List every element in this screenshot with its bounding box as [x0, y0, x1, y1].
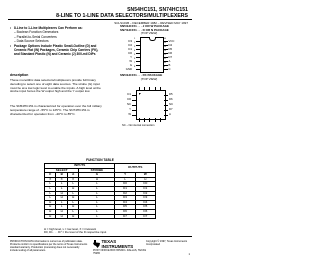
table-cell: D6 — [135, 209, 155, 214]
fk-pin-stub — [160, 118, 161, 122]
dip-pin-label: G — [129, 62, 132, 67]
dip-pin-label: D2 — [128, 42, 132, 47]
dip-pin-number: 16 — [163, 38, 166, 41]
table-cell: L — [45, 196, 56, 201]
table-cell: D1 — [135, 186, 155, 191]
company-name-line2: INSTRUMENTS — [101, 243, 134, 249]
fk-package-title: SN54HC151 . . . FK PACKAGE — [120, 73, 163, 77]
table-cell: L — [115, 177, 135, 182]
copyright-notice: Copyright © 1997, Texas Instruments Incorporated — [146, 240, 188, 246]
dip-pin-number: 5 — [134, 54, 136, 57]
table-cell: L — [67, 200, 78, 205]
table-cell: L — [79, 191, 115, 196]
table-cell: D3 — [135, 196, 155, 201]
fk-pin-stub — [144, 87, 145, 91]
footer-rule — [8, 236, 192, 237]
fk-pin-line — [164, 95, 168, 96]
dip-pin-number: 6 — [134, 58, 136, 61]
table-cell: H — [67, 186, 78, 191]
fk-pin-label: D6 — [169, 97, 173, 101]
fk-pin-stub — [155, 87, 156, 91]
company-name-line1: TEXAS — [101, 239, 117, 244]
fk-pin-line — [164, 105, 168, 106]
dip-package-title-2: SN74HC151 . . . D OR N PACKAGE — [120, 27, 169, 32]
table-cell: H — [79, 177, 115, 182]
table-cell: H — [67, 196, 78, 201]
fk-pin-line — [164, 115, 168, 116]
feature-subitem: – Parallel-to-Serial Converters — [14, 34, 57, 39]
feature-item: • Package Options Include Plastic Small-Outline (D) and Ceramic Flat (W) Packages, Ceramic Chip Carriers (FK), and Standard Plastic (N) and Ceramic (J) 300-mil DIPs — [10, 43, 99, 57]
function-table — [44, 158, 156, 219]
dip-pin-number: 3 — [134, 46, 136, 49]
column-header: A — [67, 173, 78, 178]
dip-pin-number: 12 — [163, 54, 166, 57]
fk-pin-label: Y — [129, 107, 131, 111]
fk-pin-line — [164, 100, 168, 101]
dip-pin-number: 7 — [134, 62, 136, 65]
column-header: B — [56, 173, 67, 178]
table-cell: D3 — [115, 196, 135, 201]
dip-pin-number: 15 — [163, 42, 166, 45]
table-cell: D4 — [115, 200, 135, 205]
fk-pin-stub — [144, 118, 145, 122]
table-cell: L — [45, 191, 56, 196]
table-cell: L — [45, 186, 56, 191]
table-cell: L — [67, 209, 78, 214]
function-table-footnote-text: H = high level, L = low level, X = irrelevant D0, D1 . . . D7 = the level of the D respective input — [44, 227, 107, 235]
fk-pin-line — [132, 115, 136, 116]
table-cell: L — [56, 186, 67, 191]
description-paragraph: The SN54HC151 is characterized for operation over the full military temperature range of –55°C to 125°C. The SN74HC151 is characterized for operation from –40°C to 85°C. — [10, 104, 102, 116]
table-cell: D2 — [135, 191, 155, 196]
fk-pin-stub — [149, 118, 150, 122]
dip-pin-line — [136, 49, 140, 50]
outputs-group-header: OUTPUTS — [115, 164, 156, 173]
dip-pin-number: 8 — [134, 66, 136, 69]
fk-pin-line — [132, 105, 136, 106]
function-table-title: FUNCTION TABLE — [86, 158, 114, 162]
dip-pin-line — [164, 69, 168, 70]
dip-pin-line — [136, 65, 140, 66]
table-cell: D6 — [115, 209, 135, 214]
dip-pin-number: 2 — [134, 42, 136, 45]
table-cell: L — [79, 182, 115, 187]
feature-subitem: – Boolean Function Generators — [14, 30, 59, 35]
dip-pin-label: D0 — [128, 50, 132, 55]
table-cell: L — [79, 186, 115, 191]
fk-view-label: (TOP VIEW) — [140, 76, 158, 81]
table-cell: D5 — [115, 205, 135, 210]
dip-pin-number: 10 — [163, 62, 166, 65]
dip-pin-label: W — [129, 58, 132, 63]
table-cell: D7 — [135, 214, 155, 219]
table-cell: X — [67, 177, 78, 182]
dip-pin-number: 1 — [134, 38, 136, 41]
table-cell: D4 — [135, 200, 155, 205]
table-cell: D7 — [115, 214, 135, 219]
fk-pin-label: D0 — [127, 97, 131, 101]
fk-pin-stub — [139, 118, 140, 122]
table-cell: L — [79, 205, 115, 210]
dip-pin-number: 13 — [163, 50, 166, 53]
table-cell: H — [45, 205, 56, 210]
fk-pin-label: D5 — [169, 92, 173, 96]
fk-pin-line — [132, 110, 136, 111]
table-cell: L — [67, 182, 78, 187]
table-cell: H — [67, 205, 78, 210]
table-cell: X — [56, 177, 67, 182]
table-cell: D1 — [115, 186, 135, 191]
column-header: Y — [115, 173, 135, 178]
texas-state-icon — [93, 240, 100, 248]
feature-list — [10, 26, 102, 57]
dip-pin-line — [136, 57, 140, 58]
strobe-header: STROBE — [79, 168, 115, 173]
fk-package-diagram — [136, 90, 166, 120]
table-cell: H — [56, 209, 67, 214]
document-id: SCLS101B – DECEMBER 1982 – REVISED MAY 1997 — [114, 21, 188, 25]
column-header: G — [79, 173, 115, 178]
select-header: SELECT — [45, 168, 79, 173]
column-header: W — [135, 173, 155, 178]
part-numbers: SN54HC151, SN74HC151 — [127, 7, 188, 13]
dip-pin-line — [136, 61, 140, 62]
function-table-footnote — [44, 228, 156, 235]
table-cell: D0 — [135, 182, 155, 187]
package-pinouts — [120, 25, 190, 36]
dip-pin-label: D7 — [168, 54, 173, 59]
company-logo-block — [93, 240, 147, 255]
table-cell: D5 — [135, 205, 155, 210]
fk-pin-line — [164, 110, 168, 111]
feature-subitem: – Data Source Selectors — [14, 39, 49, 44]
document-title: 8-LINE TO 1-LINE DATA SELECTORS/MULTIPLEXERS — [56, 13, 188, 19]
description-heading: description — [10, 73, 29, 77]
dip-pin-label: D3 — [128, 38, 132, 43]
column-header: C — [45, 173, 56, 178]
dip-package-title: SN54HC151 . . . J OR W PACKAGE — [120, 24, 169, 28]
inputs-group-header: INPUTS — [45, 164, 115, 169]
legal-notice: PRODUCTION DATA information is current as of publication date. Products conform to specifications per the terms of Texas Instruments standard warranty. Production processing does not necessarily include testing of all parameters. — [10, 240, 88, 252]
table-row — [45, 214, 156, 219]
fk-pin-line — [132, 95, 136, 96]
dip-pin-label: D4 — [168, 42, 173, 47]
dip-pin-label: B — [168, 62, 171, 67]
table-cell: H — [56, 214, 67, 219]
dip-pin-label: Y — [130, 54, 132, 59]
fk-pin-line — [132, 100, 136, 101]
header-rule — [8, 19, 192, 20]
dip-pin-number: 11 — [163, 58, 166, 61]
table-cell: L — [45, 182, 56, 187]
table-cell: H — [45, 214, 56, 219]
table-cell: X — [45, 177, 56, 182]
page-number: 1 — [188, 253, 190, 256]
fk-pin-label: D7 — [169, 107, 173, 111]
table-cell: H — [45, 209, 56, 214]
table-cell: L — [67, 191, 78, 196]
table-cell: L — [79, 196, 115, 201]
dip-pin-label: D6 — [168, 50, 173, 55]
dip-pin-number: 14 — [163, 46, 166, 49]
table-cell: H — [56, 196, 67, 201]
dip-pin-number: 9 — [163, 66, 165, 69]
table-cell: L — [79, 200, 115, 205]
dip-pin-number: 4 — [134, 50, 136, 53]
table-cell: H — [56, 191, 67, 196]
description-paragraph: These monolithic data selectors/multiplexers provide full binary decoding to select one of eight data sources. The strobe (G) input must be at a low logic level to enable the inputs. A high level at the strobe input forces the W output high and the Y output low. — [10, 78, 101, 94]
fk-pin-stub — [149, 87, 150, 91]
table-cell: L — [56, 182, 67, 187]
function-table-body — [45, 177, 156, 218]
dip-pin-label: D1 — [128, 46, 132, 51]
dip-pin-line — [136, 69, 140, 70]
company-address: POST OFFICE BOX 655303 • DALLAS, TEXAS 75265 — [93, 249, 147, 256]
fk-pin-stub — [155, 118, 156, 122]
fk-package-header — [120, 74, 190, 81]
table-cell: H — [135, 177, 155, 182]
table-cell: L — [56, 200, 67, 205]
fk-pin-label: NC — [169, 102, 174, 106]
feature-item: • 8-Line to 1-Line Multiplexers Can Perform as: — [10, 26, 83, 30]
table-cell: L — [79, 214, 115, 219]
table-cell: L — [79, 209, 115, 214]
fk-pin-label: D1 — [127, 92, 131, 96]
table-cell: D2 — [115, 191, 135, 196]
fk-pin-stub — [139, 87, 140, 91]
dip-package-diagram — [140, 37, 164, 73]
table-cell: H — [67, 214, 78, 219]
dip-pin-label: A — [168, 58, 171, 63]
dip-pin-line — [136, 45, 140, 46]
dip-pin-label: D5 — [168, 46, 173, 51]
fk-pin-label: A — [169, 112, 171, 116]
dip-pin-label: VCC — [168, 38, 175, 43]
fk-pin-label: W — [128, 112, 131, 116]
dip-pin-line — [136, 41, 140, 42]
table-cell: L — [56, 205, 67, 210]
table-cell: D0 — [115, 182, 135, 187]
nc-note: NC – No internal connection — [122, 124, 155, 127]
dip-pin-label: GND — [125, 66, 132, 71]
table-cell: H — [45, 200, 56, 205]
dip-view-label: (TOP VIEW) — [140, 31, 158, 36]
fk-pin-label: NC — [126, 102, 131, 106]
fk-pin-stub — [160, 87, 161, 91]
dip-pin-line — [136, 53, 140, 54]
dip-pin-label: C — [168, 66, 171, 71]
